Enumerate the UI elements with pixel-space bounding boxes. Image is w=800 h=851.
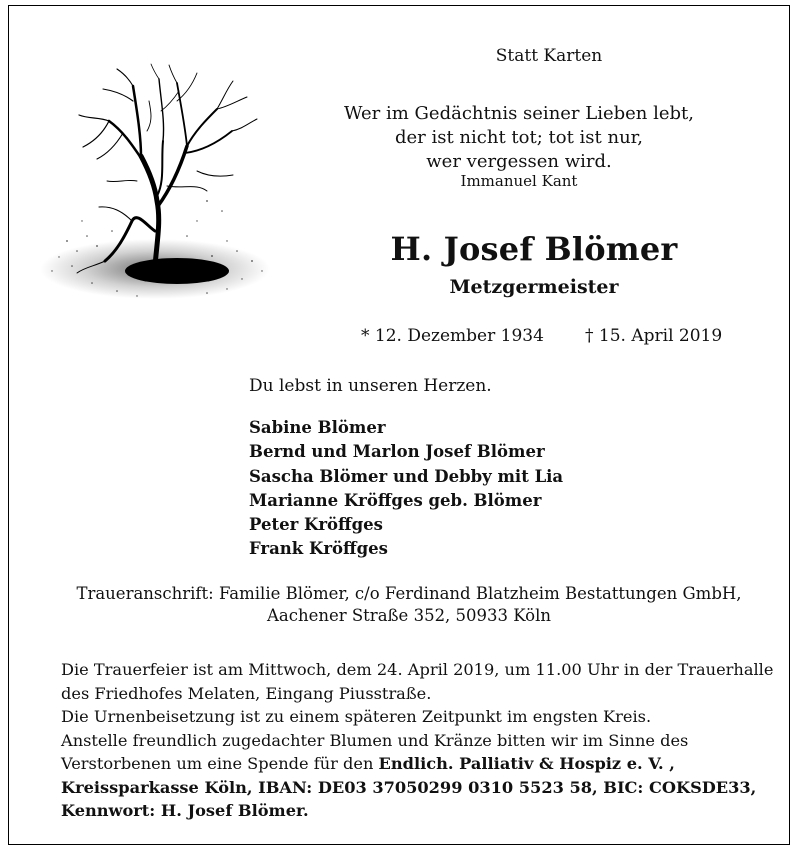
family-member: Marianne Kröffges geb. Blömer bbox=[249, 490, 542, 510]
service-line: Anstelle freundlich zugedachter Blumen und Kränze bitten wir im Sinne des bbox=[61, 730, 689, 750]
motto: Du lebst in unseren Herzen. bbox=[249, 376, 492, 396]
service-line: des Friedhofes Melaten, Eingang Piusstraße. bbox=[61, 683, 432, 703]
tree-illustration bbox=[37, 61, 275, 311]
service-line: Die Urnenbeisetzung ist zu einem späteren Zeitpunkt im engsten Kreis. bbox=[61, 707, 652, 726]
family-member: Frank Kröffges bbox=[249, 539, 388, 559]
deceased-occupation: Metzgermeister bbox=[449, 276, 619, 298]
donation-text: Verstorbenen um eine Spende für den bbox=[61, 754, 379, 773]
bank-details: Kreissparkasse Köln, IBAN: DE03 37050299 0310 5523 58, BIC: COKSDE33, bbox=[61, 777, 757, 797]
service-line: Die Trauerfeier ist am Mittwoch, dem 24. April 2019, um 11.00 Uhr in der Trauerhalle bbox=[61, 660, 774, 679]
quote-author: Immanuel Kant bbox=[460, 172, 578, 190]
address-line: Traueranschrift: Familie Blömer, c/o Ferdinand Blatzheim Bestattungen GmbH, bbox=[76, 584, 742, 603]
quote-line: wer vergessen wird. bbox=[426, 151, 612, 172]
birth-date: * 12. Dezember 1934 bbox=[361, 326, 544, 346]
family-member: Bernd und Marlon Josef Blömer bbox=[249, 442, 545, 462]
quote-line: Wer im Gedächtnis seiner Lieben lebt, bbox=[343, 103, 694, 124]
mourning-address bbox=[49, 583, 769, 627]
charity-name: Endlich. Palliativ & Hospiz e. V. , bbox=[378, 754, 675, 773]
quote bbox=[339, 102, 699, 174]
family-member: Sabine Blömer bbox=[249, 418, 386, 437]
obituary-card bbox=[8, 5, 790, 845]
address-line: Aachener Straße 352, 50933 Köln bbox=[266, 606, 552, 625]
family-member: Sascha Blömer und Debby mit Lia bbox=[249, 466, 564, 486]
quote-line: der ist nicht tot; tot ist nur, bbox=[394, 127, 644, 148]
family-list bbox=[249, 416, 563, 562]
header-note: Statt Karten bbox=[495, 46, 603, 66]
deceased-name: H. Josef Blömer bbox=[390, 230, 678, 268]
service-details bbox=[61, 658, 774, 823]
death-date: † 15. April 2019 bbox=[585, 326, 723, 346]
family-member: Peter Kröffges bbox=[249, 515, 383, 535]
donation-reference: Kennwort: H. Josef Blömer. bbox=[61, 801, 309, 820]
service-line bbox=[61, 752, 761, 776]
